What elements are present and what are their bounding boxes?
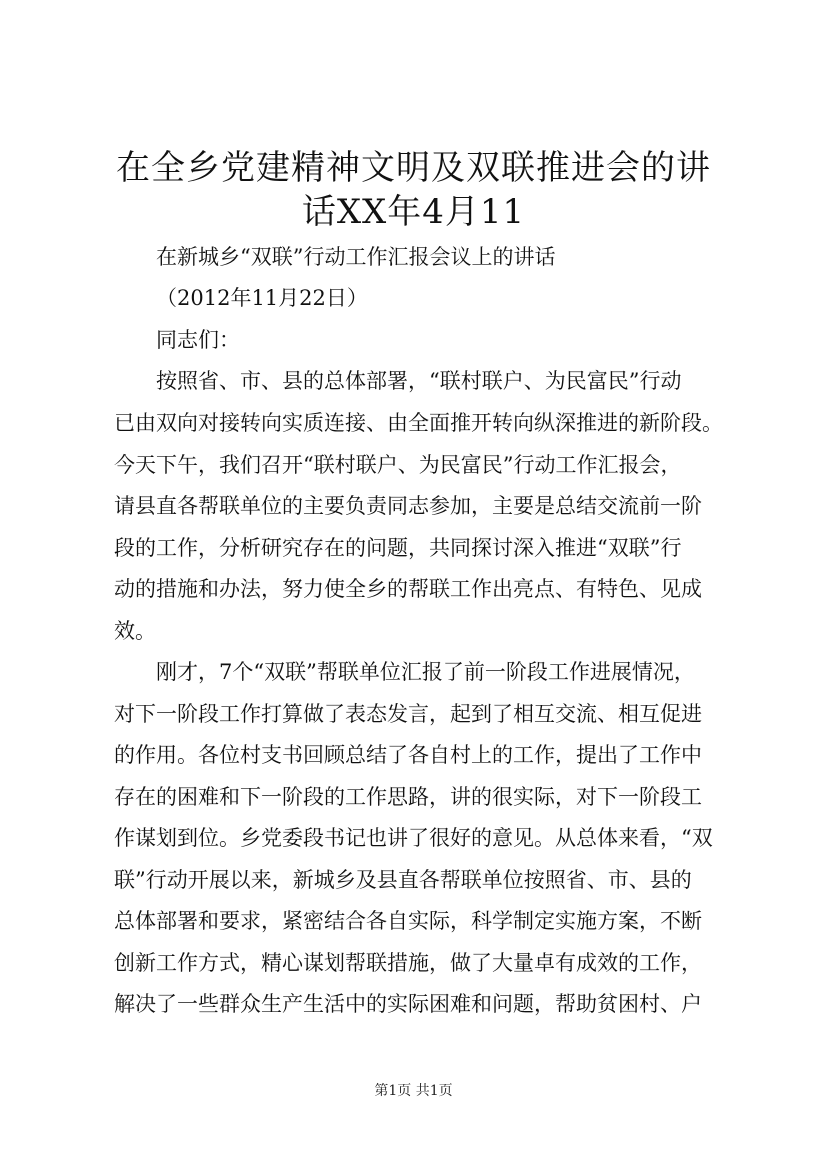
paragraph-line: 存在的困难和下一阶段的工作思路，讲的很实际，对下一阶段工 [114,785,702,809]
page-number: 第1页 共1页 [374,1083,453,1099]
paragraph-line: 段的工作，分析研究存在的问题，共同探讨深入推进“双联”行 [114,536,682,560]
paragraph-line: 今天下午，我们召开“联村联户、为民富民”行动工作汇报会， [114,453,682,477]
speech-subtitle: 在新城乡“双联”行动工作汇报会议上的讲话 [156,245,556,269]
speech-date: （2012年11月22日） [156,286,368,310]
paragraph-line: 联”行动开展以来，新城乡及县直各帮联单位按照省、市、县的 [114,868,692,892]
paragraph-line: 已由双向对接转向实质连接、由全面推开转向纵深推进的新阶段。 [114,411,723,435]
paragraph-line: 的作用。各位村支书回顾总结了各自村上的工作，提出了工作中 [114,743,702,767]
paragraph-line: 解决了一些群众生产生活中的实际困难和问题，帮助贫困村、户 [114,992,702,1016]
paragraph-line: 对下一阶段工作打算做了表态发言，起到了相互交流、相互促进 [114,702,702,726]
paragraph-line: 总体部署和要求，紧密结合各自实际，科学制定实施方案，不断 [114,909,702,933]
paragraph-line: 动的措施和办法，努力使全乡的帮联工作出亮点、有特色、见成 [114,577,702,601]
paragraph-line: 作谋划到位。乡党委段书记也讲了很好的意见。从总体来看，“双 [114,826,713,850]
paragraph-line: 效。 [114,619,156,643]
paragraph-line: 刚才，7个“双联”帮联单位汇报了前一阶段工作进展情况， [156,660,695,684]
paragraph-line: 创新工作方式，精心谋划帮联措施，做了大量卓有成效的工作， [114,951,702,975]
salutation: 同志们： [156,328,240,352]
paragraph-line: 按照省、市、县的总体部署，“联村联户、为民富民”行动 [156,369,682,393]
document-title: 在全乡党建精神文明及双联推进会的讲话XX年4月11 [116,148,711,232]
paragraph-line: 请县直各帮联单位的主要负责同志参加，主要是总结交流前一阶 [114,494,702,518]
